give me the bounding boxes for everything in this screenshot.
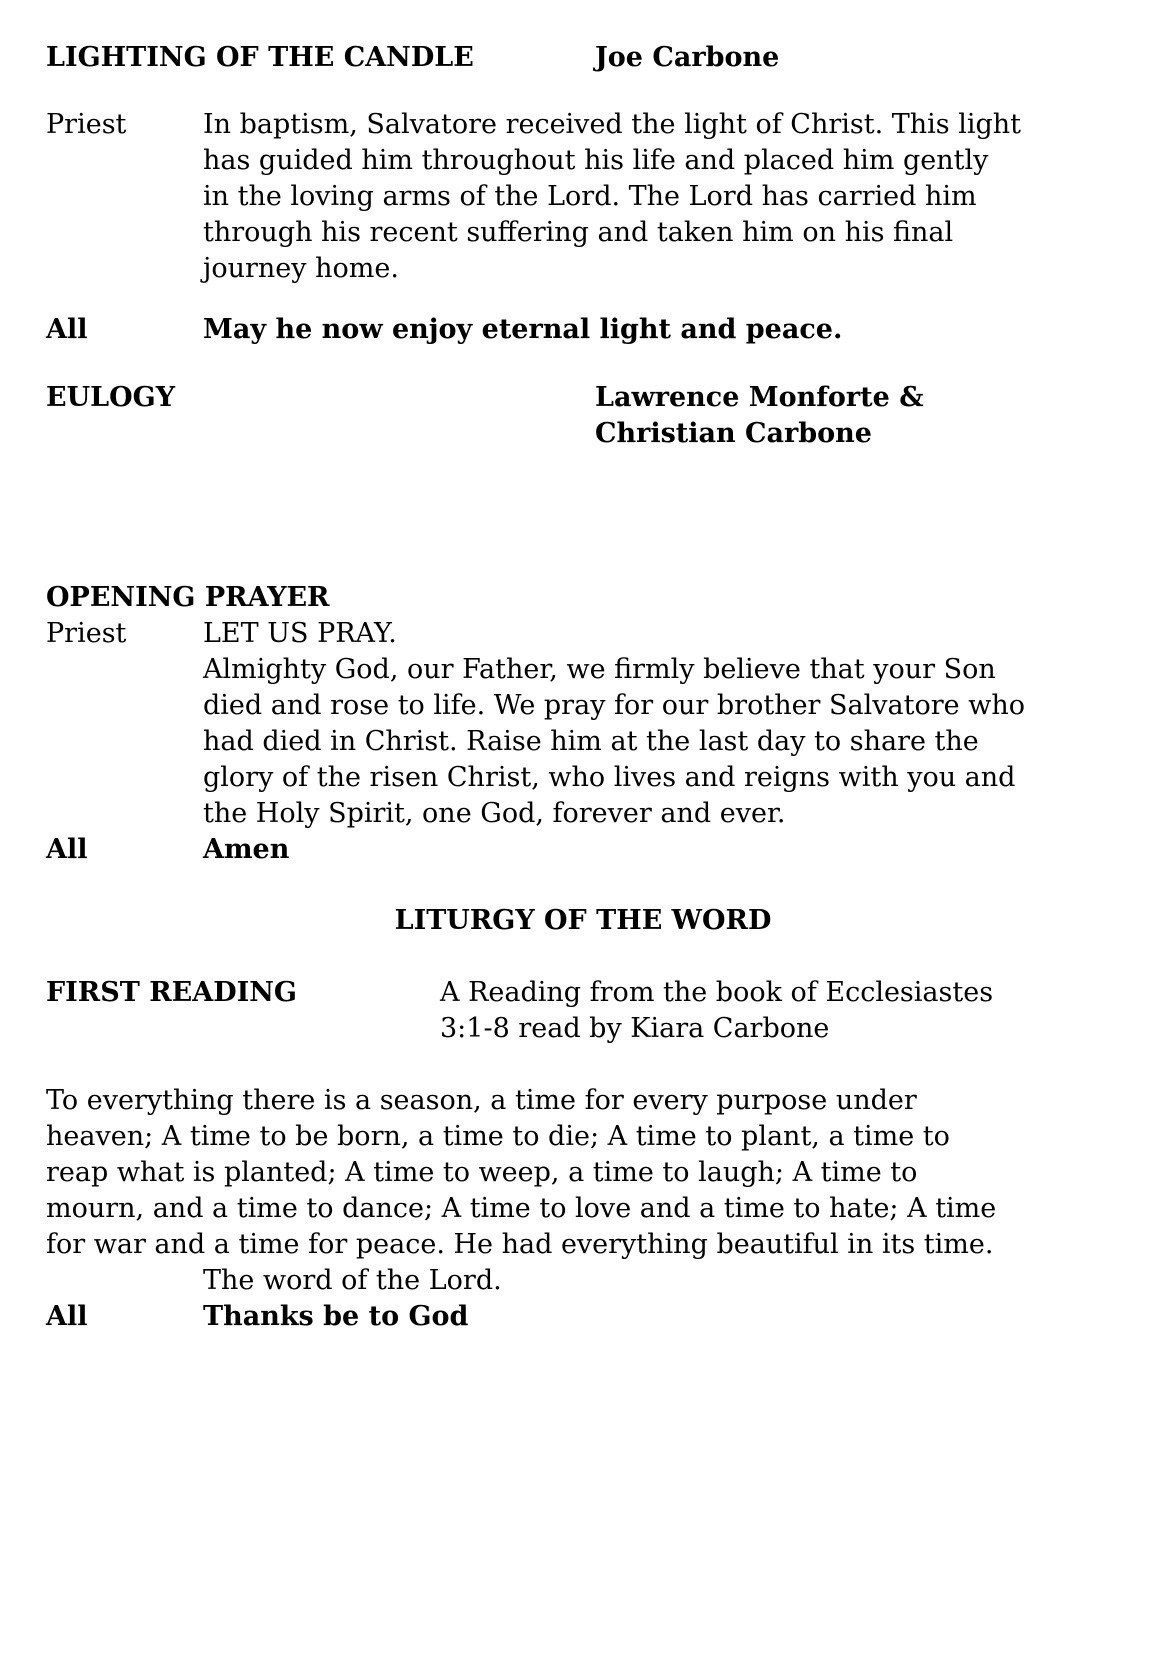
opening-prayer-line: died and rose to life. We pray for our brother Salvatore who (203, 690, 1025, 721)
candle-priest-line: in the loving arms of the Lord. The Lord has carried him (203, 181, 977, 212)
first-reading-line: heaven; A time to be born, a time to die; A time to plant, a time to (46, 1121, 950, 1152)
opening-prayer-all-label: All (46, 834, 88, 865)
candle-priest-line: In baptism, Salvatore received the light of Christ. This light (203, 109, 1022, 140)
candle-all-label: All (46, 314, 88, 345)
first-reading-closing: The word of the Lord. (203, 1265, 502, 1296)
first-reading-all-response: Thanks be to God (203, 1301, 469, 1332)
first-reading-heading: FIRST READING (46, 977, 297, 1008)
opening-prayer-heading: OPENING PRAYER (46, 582, 330, 613)
eulogy-speakers (595, 380, 924, 452)
opening-prayer-text (203, 616, 1025, 832)
opening-prayer-line: glory of the risen Christ, who lives and reigns with you and (203, 762, 1016, 793)
first-reading-line: To everything there is a season, a time for every purpose under (46, 1085, 917, 1116)
opening-prayer-line: had died in Christ. Raise him at the last day to share the (203, 726, 979, 757)
first-reading-source-line: A Reading from the book of Ecclesiastes (440, 977, 994, 1008)
candle-priest-line: has guided him throughout his life and placed him gently (203, 145, 989, 176)
candle-priest-label: Priest (46, 109, 127, 140)
opening-prayer-line: Almighty God, our Father, we firmly believe that your Son (203, 654, 996, 685)
candle-heading: LIGHTING OF THE CANDLE (46, 42, 474, 73)
candle-priest-line: journey home. (203, 253, 399, 284)
eulogy-heading: EULOGY (46, 382, 175, 413)
opening-prayer-all-response: Amen (203, 834, 290, 865)
liturgy-heading: LITURGY OF THE WORD (394, 905, 772, 936)
candle-reader: Joe Carbone (595, 42, 780, 73)
first-reading-text (46, 1083, 996, 1263)
opening-prayer-line: LET US PRAY. (203, 618, 397, 649)
eulogy-speaker: Christian Carbone (595, 418, 872, 449)
first-reading-line: for war and a time for peace. He had everything beautiful in its time. (46, 1229, 994, 1260)
opening-prayer-priest-label: Priest (46, 618, 127, 649)
first-reading-all-label: All (46, 1301, 88, 1332)
opening-prayer-line: the Holy Spirit, one God, forever and ever. (203, 798, 786, 829)
first-reading-line: mourn, and a time to dance; A time to love and a time to hate; A time (46, 1193, 997, 1224)
candle-all-response: May he now enjoy eternal light and peace. (203, 314, 843, 345)
candle-priest-text (203, 107, 1021, 287)
first-reading-source (440, 975, 993, 1047)
first-reading-line: reap what is planted; A time to weep, a time to laugh; A time to (46, 1157, 918, 1188)
first-reading-source-line: 3:1-8 read by Kiara Carbone (440, 1013, 830, 1044)
candle-priest-line: through his recent suffering and taken him on his final (203, 217, 954, 248)
eulogy-speaker: Lawrence Monforte & (595, 382, 924, 413)
